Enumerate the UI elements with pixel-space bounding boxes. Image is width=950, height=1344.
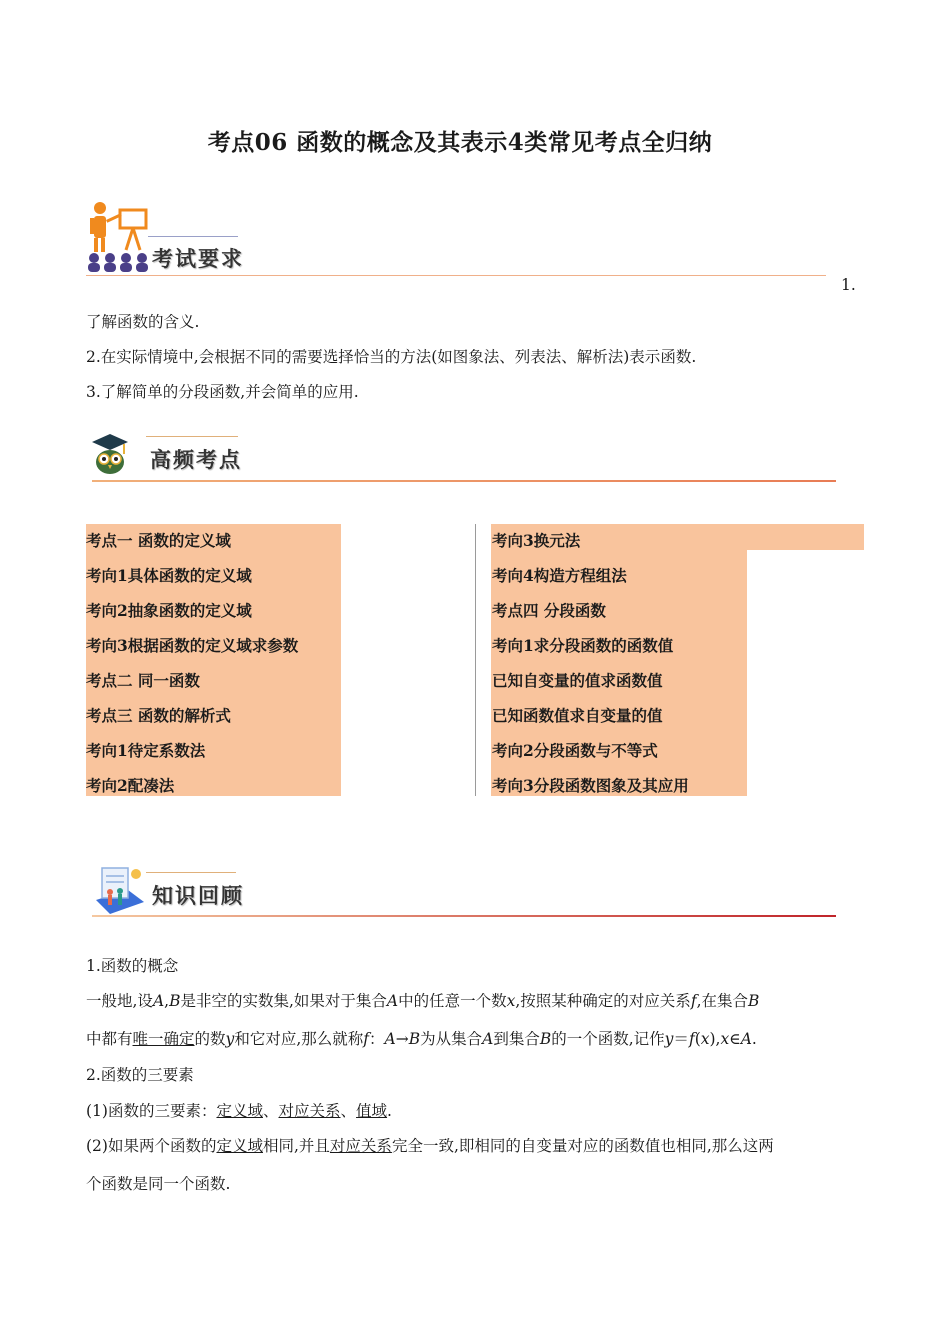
header-underline [86, 275, 826, 276]
header-underline [92, 480, 836, 482]
knowledge-para-1: 一般地,设A,B是非空的实数集,如果对于集合A中的任意一个数x,按照某种确定的对应关系f,在集合B [86, 992, 760, 1010]
toc-item-l1[interactable]: 考点一 函数的定义域 [86, 531, 231, 550]
graduate-owl-icon [90, 432, 130, 476]
toc-divider [475, 524, 476, 796]
toc-item-r4[interactable]: 考向1求分段函数的函数值 [492, 636, 674, 655]
toc-item-r5[interactable]: 已知自变量的值求函数值 [492, 671, 663, 690]
header-top-rule [146, 436, 238, 437]
knowledge-para-5: 个函数是同一个函数. [86, 1175, 231, 1193]
toc-item-r2[interactable]: 考向4构造方程组法 [492, 566, 627, 585]
study-board-icon [88, 860, 148, 920]
toc-item-l4[interactable]: 考向3根据函数的定义域求参数 [86, 636, 299, 655]
toc-item-r1[interactable]: 考向3换元法 [492, 531, 581, 550]
req-number-1: 1. [841, 276, 856, 294]
toc-item-l7[interactable]: 考向1待定系数法 [86, 741, 206, 760]
req-line-1: 了解函数的含义. [86, 313, 200, 331]
section-title-knowledge: 知识回顾 [152, 883, 244, 908]
toc-item-l6[interactable]: 考点三 函数的解析式 [86, 706, 231, 725]
toc-item-l5[interactable]: 考点二 同一函数 [86, 671, 200, 690]
section-title-exam: 考试要求 [152, 246, 244, 271]
knowledge-heading-1: 1.函数的概念 [86, 957, 179, 975]
toc-item-r3[interactable]: 考点四 分段函数 [492, 601, 606, 620]
toc-item-r6[interactable]: 已知函数值求自变量的值 [492, 706, 663, 725]
teacher-icon [86, 198, 150, 276]
header-top-rule [146, 872, 236, 873]
header-underline [92, 915, 836, 917]
knowledge-para-2: 中都有唯一确定的数y和它对应,那么就称f：A→B为从集合A到集合B的一个函数,记作y＝f(x),x∈A. [86, 1030, 757, 1048]
toc-item-r7[interactable]: 考向2分段函数与不等式 [492, 741, 658, 760]
section-header-freq [86, 430, 836, 510]
req-line-3: 3.了解简单的分段函数,并会简单的应用. [86, 383, 359, 401]
toc-item-r8[interactable]: 考向3分段函数图象及其应用 [492, 776, 689, 795]
toc-item-l8[interactable]: 考向2配凑法 [86, 776, 175, 795]
knowledge-para-3: (1)函数的三要素：定义域、对应关系、值域. [86, 1102, 392, 1120]
knowledge-para-4: (2)如果两个函数的定义域相同,并且对应关系完全一致,即相同的自变量对应的函数值也相同,那么这两 [86, 1137, 774, 1155]
toc-item-l3[interactable]: 考向2抽象函数的定义域 [86, 601, 252, 620]
toc-item-l2[interactable]: 考向1具体函数的定义域 [86, 566, 252, 585]
section-title-freq: 高频考点 [150, 447, 242, 472]
section-header-knowledge [86, 860, 836, 940]
knowledge-heading-2: 2.函数的三要素 [86, 1066, 194, 1084]
page-title: 考点06 函数的概念及其表示4类常见考点全归纳 [207, 129, 713, 156]
section-header-exam [86, 198, 826, 278]
header-top-rule [148, 236, 238, 237]
req-line-2: 2.在实际情境中,会根据不同的需要选择恰当的方法(如图象法、列表法、解析法)表示函数. [86, 348, 697, 366]
